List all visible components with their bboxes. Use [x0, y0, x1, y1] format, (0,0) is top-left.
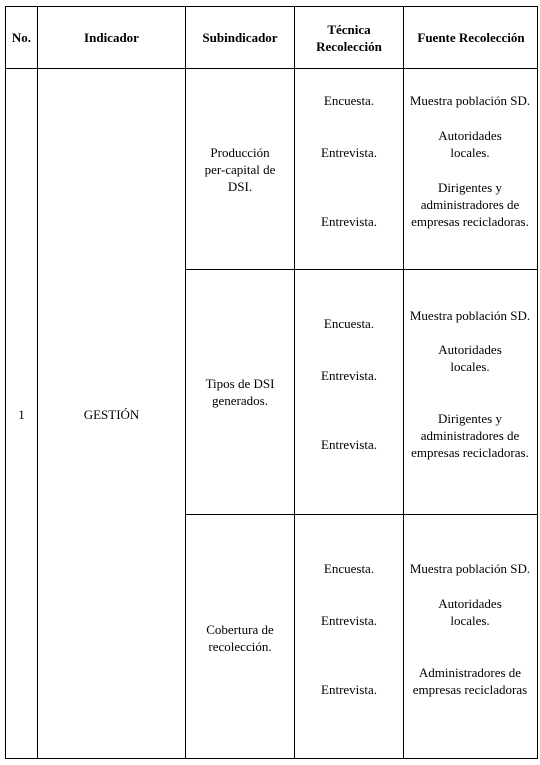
fuente-line: Autoridades [438, 128, 502, 143]
tecnica-cell: Entrevista. [321, 613, 377, 628]
fuente-cell [400, 92, 540, 109]
header-indicador: Indicador [84, 30, 139, 45]
subindicador-cell [186, 375, 294, 409]
tecnica-cell: Entrevista. [321, 437, 377, 452]
header-no: No. [11, 30, 32, 45]
fuente-line: empresas recicladoras. [411, 214, 529, 229]
fuente-cell [400, 179, 540, 230]
tecnica-cell: Encuesta. [323, 316, 375, 331]
tecnica-cell: Encuesta. [323, 561, 375, 576]
fuente-line: Muestra población SD. [409, 561, 531, 576]
header-subindicador: Subindicador [202, 30, 278, 45]
data-table [5, 6, 538, 759]
fuente-cell [400, 341, 540, 375]
subindicador-line: Cobertura de [206, 622, 274, 637]
subindicador-cell [186, 144, 294, 195]
tecnica-cell: Entrevista. [321, 368, 377, 383]
fuente-cell [400, 127, 540, 161]
fuente-cell [400, 410, 540, 461]
tecnica-cell: Entrevista. [321, 682, 377, 697]
tecnica-cell: Entrevista. [321, 214, 377, 229]
fuente-line: Autoridades [438, 342, 502, 357]
tecnica-cell: Encuesta. [323, 93, 375, 108]
fuente-line: Muestra población SD. [409, 93, 531, 108]
fuente-line: Dirigentes y [438, 411, 502, 426]
row-number: 1 [18, 406, 25, 422]
header-tecnica [295, 7, 403, 68]
tecnica-cell: Entrevista. [321, 145, 377, 160]
subindicador-line: Producción [210, 145, 270, 160]
fuente-line: empresas recicladoras. [411, 445, 529, 460]
header-tecnica-line1: Técnica [327, 21, 371, 37]
subindicador-line: recolección. [208, 639, 272, 654]
column-divider [403, 7, 404, 758]
fuente-line: Autoridades [438, 596, 502, 611]
fuente-line: locales. [450, 359, 490, 374]
subindicador-cell [186, 621, 294, 655]
subindicador-line: DSI. [227, 179, 253, 194]
fuente-line: Administradores de [418, 665, 522, 680]
row-divider [185, 269, 537, 270]
fuente-line: administradores de [420, 428, 520, 443]
indicador-value: GESTIÓN [83, 406, 140, 422]
row-divider [185, 514, 537, 515]
subindicador-line: per-capital de [204, 162, 276, 177]
header-tecnica-line2: Recolección [316, 38, 382, 54]
fuente-line: Muestra población SD. [409, 308, 531, 323]
fuente-cell [400, 560, 540, 577]
fuente-line: Dirigentes y [438, 180, 502, 195]
fuente-line: administradores de [420, 197, 520, 212]
fuente-line: locales. [450, 613, 490, 628]
fuente-line: locales. [450, 145, 490, 160]
fuente-line: empresas recicladoras [412, 682, 528, 697]
subindicador-line: Tipos de DSI [205, 376, 275, 391]
header-fuente: Fuente Recolección [417, 30, 525, 45]
subindicador-line: generados. [212, 393, 268, 408]
fuente-cell [400, 664, 540, 698]
fuente-cell [400, 307, 540, 324]
fuente-cell [400, 595, 540, 629]
